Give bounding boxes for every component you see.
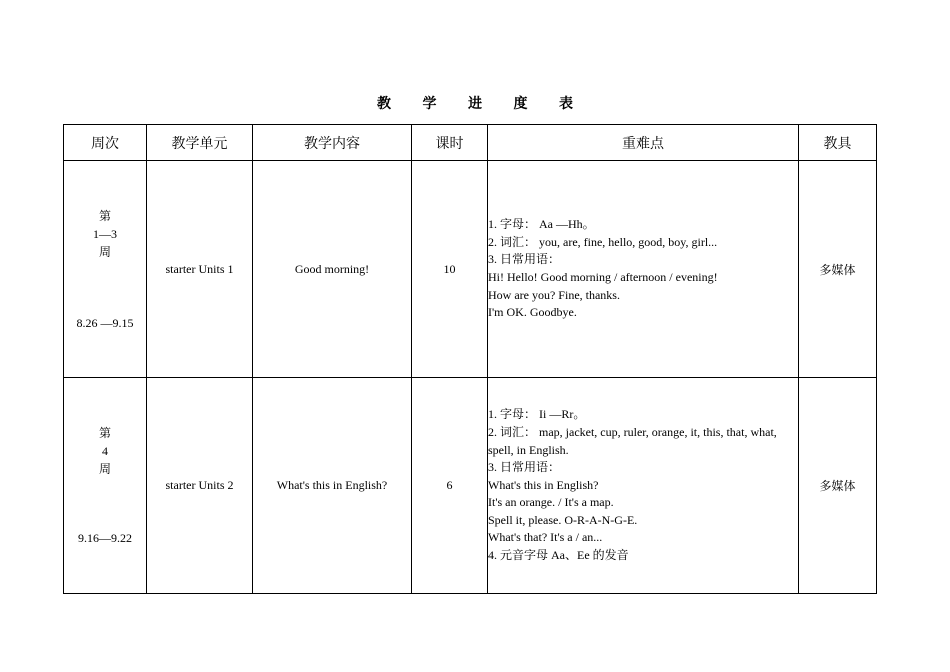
unit-cell: starter Units 1 — [147, 161, 253, 378]
page-title: 教 学 进 度 表 — [377, 97, 587, 112]
header-teaching-aids: 教具 — [799, 125, 877, 161]
week-number: 1—3 — [93, 227, 117, 241]
header-hours: 课时 — [412, 125, 488, 161]
table-row — [64, 161, 877, 378]
week-cell — [64, 378, 147, 594]
key-point-line: 4. 元音字母 Aa、Ee 的发音 — [488, 548, 629, 563]
header-week: 周次 — [64, 125, 147, 161]
table-header-row — [64, 125, 877, 161]
week-dates: 8.26 —9.15 — [76, 316, 134, 330]
aids-cell: 多媒体 — [799, 378, 877, 594]
content-cell: What's this in English? — [253, 378, 412, 594]
key-point-line: 1. 字母： Ii —Rr。 — [488, 407, 586, 422]
aids-cell: 多媒体 — [799, 161, 877, 378]
week-suffix: 周 — [98, 245, 111, 259]
unit-cell: starter Units 2 — [147, 378, 253, 594]
content-cell: Good morning! — [253, 161, 412, 378]
key-point-line: It's an orange. / It's a map. — [488, 495, 614, 510]
header-unit: 教学单元 — [147, 125, 253, 161]
key-point-line: 2. 词汇： you, are, fine, hello, good, boy, girl... — [488, 234, 718, 249]
key-points-cell — [488, 378, 799, 594]
key-point-line: What's that? It's a / an... — [488, 530, 603, 545]
key-point-line: Hi! Hello! Good morning / afternoon / evening! — [488, 270, 718, 284]
key-point-line: 3. 日常用语： — [488, 252, 561, 267]
key-point-line: 2. 词汇： map, jacket, cup, ruler, orange, it, this, that, what, spell, in English. — [488, 424, 777, 457]
header-content: 教学内容 — [253, 125, 412, 161]
week-cell — [64, 161, 147, 378]
week-label: 第 — [98, 209, 111, 223]
key-point-line: How are you? Fine, thanks. — [488, 287, 620, 302]
key-point-line: What's this in English? — [488, 477, 599, 492]
key-point-line: Spell it, please. O-R-A-N-G-E. — [488, 512, 638, 527]
hours-cell: 6 — [412, 378, 488, 594]
key-points-cell — [488, 161, 799, 378]
header-key-points: 重难点 — [488, 125, 799, 161]
week-number: 4 — [102, 444, 108, 458]
key-point-line: I'm OK. Goodbye. — [488, 305, 577, 320]
schedule-table — [63, 124, 877, 594]
table-row — [64, 378, 877, 594]
week-label: 第 — [98, 426, 111, 440]
week-suffix: 周 — [98, 462, 111, 476]
hours-cell: 10 — [412, 161, 488, 378]
week-dates: 9.16—9.22 — [78, 531, 132, 545]
key-point-line: 3. 日常用语： — [488, 460, 561, 475]
key-point-line: 1. 字母： Aa —Hh。 — [488, 217, 595, 232]
